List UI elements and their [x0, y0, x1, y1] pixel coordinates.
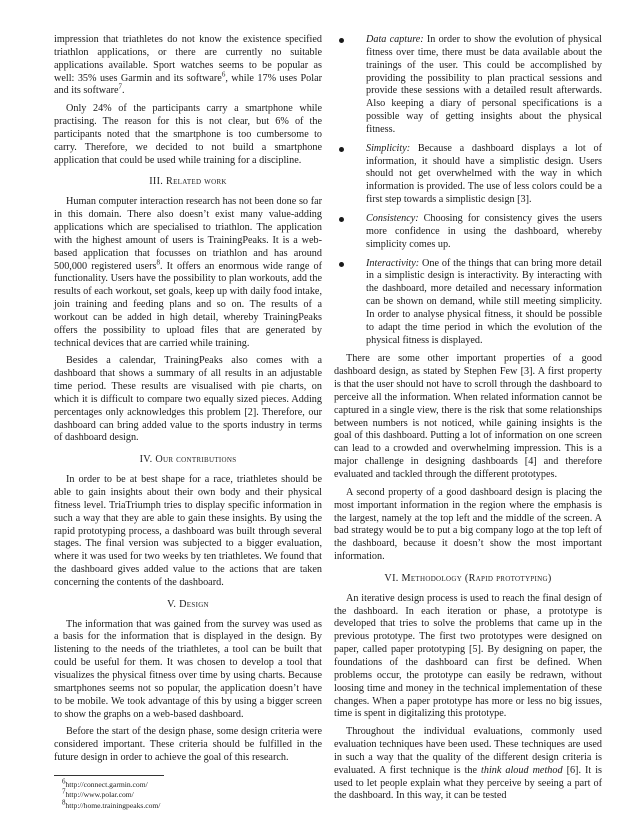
design-criteria-list: [334, 34, 602, 347]
paragraph-iterative-process: An iterative design process is used to reach the final design of the dashboard. In each iteration or phase, a prototype is developed that tries to solve the problems that came up in the previous prototype. The first two prototypes were designed on paper, called paper prototyping [5]. By designing on paper, the foundations of the dashboard can first be defined. When problems occur, the prototype can easily be redrawn, without loosing time and money in the technical implementation of these changes. When a paper prototype has more or less no big issues, time is spent in digitalizing this prototype.: [334, 592, 602, 720]
paragraph-contributions: In order to be at best shape for a race, triathletes should be able to gain insights about their own body and their physical fitness level. TriaTriumph tries to display specific information in such a way that they are able to gain these insights. By using the rapid prototyping process, a dashboard was built through several stages. The final version was subjected to a bigger evaluation, where it was used for two weeks by ten triathletes. We found that the dashboard gives added value to the actions that are taken concerning the contents of the dashboard.: [54, 474, 322, 588]
list-item: Simplicity: Because a dashboard displays a lot of information, it should have a simplistic design. Users should not get overwhelmed with the way in which information is provided. The use of less colors could be a first step towards a simplistic design [3].: [334, 143, 602, 207]
section-heading-contributions: IV. Our contributions: [139, 454, 237, 466]
bullet-icon: [339, 38, 344, 43]
bullet-icon: [339, 262, 344, 267]
section-heading-methodology: VI. Methodology (Rapid prototyping): [384, 572, 552, 584]
paragraph-dashboard-properties: There are some other important properties of a good dashboard design, as stated by Stephen Few [3]. A first property is that the user should not have to scroll through the dashboard to perceive all the information. When related information cannot be captured in a single view, there is the risk that some relationships between numbers is not noticed, while gaining insights is the goal of this dashboard. Putting a lot of information on one screen can lead to a crowded and overwhelming impression. This is a major challenge in designing dashboards [4] and therefore evaluated and tackled through the different prototypes.: [334, 353, 602, 480]
paragraph-survey-results: impression that triathletes do not know the existence specified triathlon applications, or there are currently no suitable applications available. Sport watches seems to be popular as well: 35% uses Garmin and its software$^6$, while 17% uses Polar and its software$^7$.: [54, 34, 323, 97]
footnote-link[interactable]: http://home.trainingpeaks.com/: [65, 801, 161, 811]
footnote-link[interactable]: http://connect.garmin.com/: [65, 779, 148, 789]
paragraph-trainingpeaks: Human computer interaction research has not been done so far in this domain. There also doesn’t exist many value-adding applications which are specialised to triathlon. The application with the highest amount of users is TrainingPeaks. It is a web-based application that focusses on triathlon and has around 500,000 registered users$^8$. It offers an enormous wide range of functionality. Users have the possibility to plan workouts, add the results of each workout, set goals, keep up with daily food intake, join training and feeding plans and so on. The results of a workout can be added in high detail, whereby TrainingPeaks offers the possibility to upload files that are generated by technical devices that are carried while training.: [54, 196, 322, 349]
footnote-ref-7: 7: [118, 82, 123, 91]
footnote: $^8$http://home.trainingpeaks.com/: [62, 798, 161, 811]
footnote-ref-6: 6: [221, 70, 226, 79]
footnote-link[interactable]: http://www.polar.com/: [65, 790, 134, 800]
section-heading-design: V. Design: [167, 598, 209, 610]
list-item: Data capture: In order to show the evolution of physical fitness over time, there must be data available about the trainings of the user. This could be accomplished by providing the possibility to plan practical sessions and provide these sessions with a detailed result afterwards. Also keeping a diary of personal specifications is a possible way of getting insights about the physical fitness.: [334, 34, 602, 137]
paragraph-smartphone: Only 24% of the participants carry a smartphone while practising. The reason for this is not clear, but 6% of the participants noted that the smartphone is too cumbersome to carry. Therefore, we decided to not build a smartphone application that could be used while training for a discipline.: [54, 103, 322, 166]
footnote: $^7$http://www.polar.com/: [62, 787, 134, 800]
paragraph-second-property: A second property of a good dashboard design is placing the most important information in the region where the emphasis is the largest, namely at the top left and the middle of the screen. A bad strategy would be to put a big company logo at the top left of the dashboard, because it doesn’t show the most important information.: [334, 486, 602, 563]
section-heading-related-work: III. Related work: [149, 176, 227, 188]
footnote: $^6$http://connect.garmin.com/: [62, 777, 148, 789]
bullet-icon: [339, 217, 344, 222]
left-column: [54, 34, 322, 812]
bullet-icon: [339, 147, 344, 152]
paragraph-design-criteria-intro: Before the start of the design phase, some design criteria were considered important. These criteria should be fulfilled in the future design in order to achieve the goal of this research.: [54, 726, 322, 764]
paragraph-design-basis: The information that was gained from the survey was used as a basis for the information that is displayed in the design. By listening to the needs of the triathletes, a tool can be built that could be useful for them. It was chosen to develop a tool that visualizes the physical fitness over time by using charts. Because smartphones seems not so popular, the application doesn’t have to be mobile. We took advantage of this by using a bigger screen to show the graphs on a web-based dashboard.: [54, 618, 322, 720]
footnote-ref-8: 8: [156, 258, 160, 267]
right-column: [334, 34, 602, 808]
list-item: Interactivity: One of the things that can bring more detail in a simplistic design is interactivity. By interacting with the dashboard, more detailed and necessary information can be shown on demand, while still meeting simplicity. In order to analyse physical fitness, it should be possible to adapt the time period in which the evolution of the physical fitness is displayed.: [334, 258, 602, 348]
paragraph-evaluation-techniques: Throughout the individual evaluations, commonly used evaluation techniques have been used. These techniques are used in such a way that the quality of the different design criteria is evaluated. A first technique is the think aloud method [6]. It is used to let people explain what they perceive by seeing a part of the dashboard. In this way, it can be tested: [334, 726, 602, 802]
list-item: Consistency: Choosing for consistency gives the users more confidence in using the dashboard, whereby simplicity comes up.: [334, 213, 602, 252]
paragraph-calendar-dashboard: Besides a calendar, TrainingPeaks also comes with a dashboard that shows a summary of all results in an adjustable time period. These results are visualised with pie charts, on which it is difficult to compare two equally sized pieces. Adding percentages only acknowledges this problem [2]. Therefore, our dashboard can bring added value to the sports industry in terms of dashboard design.: [54, 355, 322, 444]
footnotes: [54, 775, 164, 812]
